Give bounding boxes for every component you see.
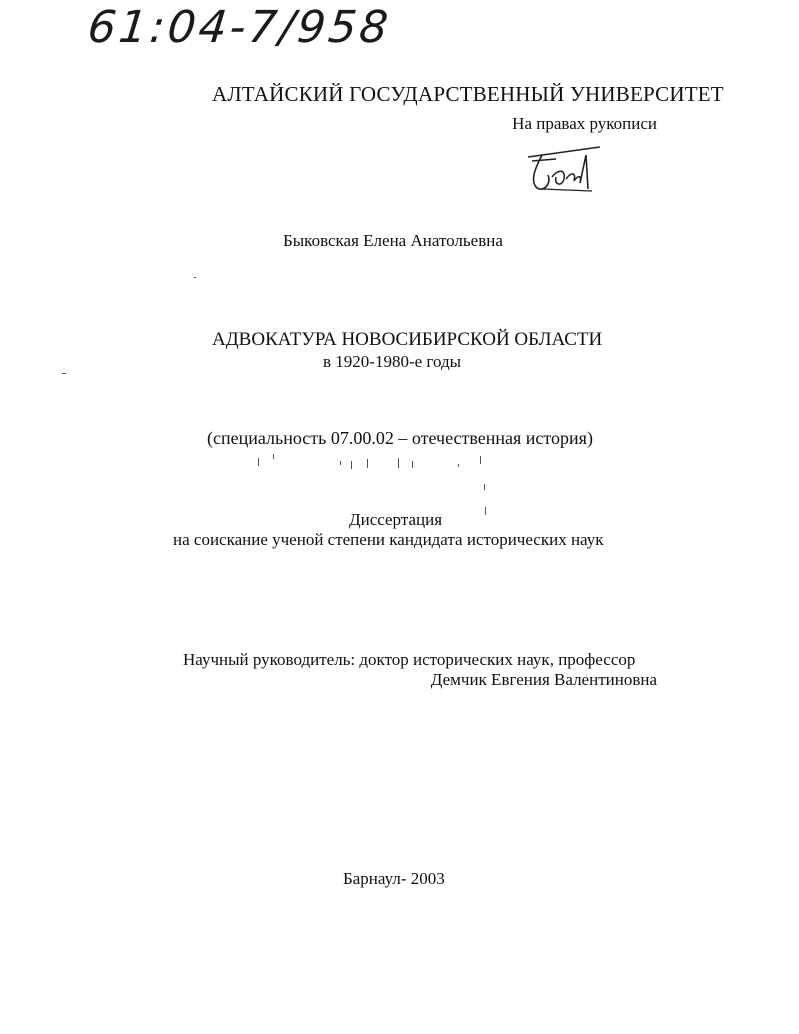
specialty-line: (специальность 07.00.02 – отечественная история) — [207, 428, 593, 448]
manuscript-rights-note: На правах рукописи — [512, 114, 657, 133]
scan-speck — [258, 458, 259, 466]
scan-speck — [194, 277, 196, 278]
scan-speck — [273, 454, 274, 459]
signature-icon — [522, 145, 606, 197]
scan-speck — [412, 461, 413, 468]
supervisor-name: Демчик Евгения Валентиновна — [430, 670, 657, 689]
scan-speck — [484, 484, 485, 490]
degree-line: на соискание ученой степени кандидата исторических наук — [173, 530, 604, 549]
scan-speck — [62, 373, 66, 374]
scan-speck — [398, 458, 399, 468]
scan-speck — [367, 459, 368, 468]
author-name: Быковская Елена Анатольевна — [283, 231, 503, 250]
supervisor-line: Научный руководитель: доктор исторических наук, профессор — [183, 650, 636, 669]
dissertation-title: АДВОКАТУРА НОВОСИБИРСКОЙ ОБЛАСТИ — [212, 329, 603, 350]
dissertation-period: в 1920-1980-е годы — [323, 352, 462, 371]
scan-speck — [458, 464, 459, 467]
document-type: Диссертация — [349, 510, 443, 529]
city-year: Барнаул- 2003 — [343, 869, 445, 888]
scan-speck — [340, 461, 341, 465]
scan-speck — [485, 507, 486, 515]
scan-speck — [351, 461, 352, 469]
scan-speck — [480, 456, 481, 464]
handwritten-catalog-number: 61:04-7/958 — [85, 2, 394, 53]
university-name: АЛТАЙСКИЙ ГОСУДАРСТВЕННЫЙ УНИВЕРСИТЕТ — [212, 82, 724, 106]
